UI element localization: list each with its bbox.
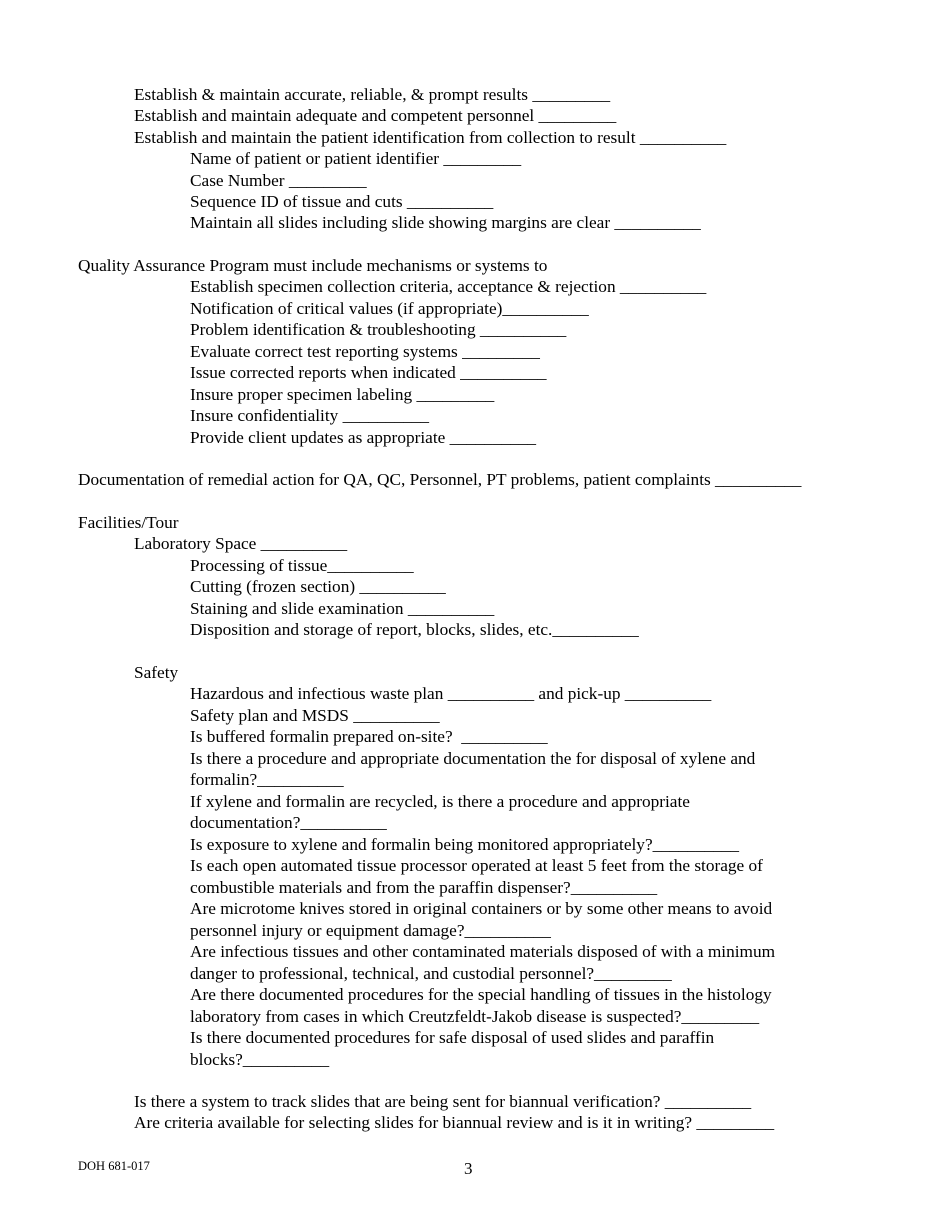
checklist-line-remedial-action: Documentation of remedial action for QA, QC, Personnel, PT problems, patient complaints __________	[78, 470, 802, 489]
checklist-line: If xylene and formalin are recycled, is there a procedure and appropriate	[190, 792, 690, 811]
checklist-line: Case Number _________	[190, 171, 367, 190]
checklist-line: Establish & maintain accurate, reliable, & prompt results _________	[134, 85, 611, 104]
checklist-line: Safety plan and MSDS __________	[190, 706, 440, 725]
checklist-line: danger to professional, technical, and custodial personnel?_________	[190, 964, 672, 983]
checklist-line: Is each open automated tissue processor operated at least 5 feet from the storage of	[190, 856, 763, 875]
section-heading-facilities-tour: Facilities/Tour	[78, 513, 179, 532]
checklist-line: Are criteria available for selecting slides for biannual review and is it in writing? _________	[134, 1113, 775, 1132]
checklist-line: blocks?__________	[190, 1050, 330, 1069]
checklist-line: Establish and maintain the patient identification from collection to result __________	[134, 128, 727, 147]
checklist-line: documentation?__________	[190, 813, 387, 832]
checklist-line: Problem identification & troubleshooting __________	[190, 320, 567, 339]
checklist-line: laboratory from cases in which Creutzfeldt-Jakob disease is suspected?_________	[190, 1007, 760, 1026]
checklist-line: Is buffered formalin prepared on-site? __________	[190, 727, 548, 746]
checklist-line: Are microtome knives stored in original containers or by some other means to avoid	[190, 899, 773, 918]
checklist-line: Issue corrected reports when indicated __________	[190, 363, 547, 382]
checklist-line: Maintain all slides including slide showing margins are clear __________	[190, 213, 701, 232]
checklist-line: Disposition and storage of report, blocks, slides, etc.__________	[190, 620, 639, 639]
checklist-line: Notification of critical values (if appropriate)__________	[190, 299, 589, 318]
checklist-line: Provide client updates as appropriate __________	[190, 428, 537, 447]
checklist-line: Establish specimen collection criteria, acceptance & rejection __________	[190, 277, 707, 296]
checklist-line: combustible materials and from the paraffin dispenser?__________	[190, 878, 658, 897]
checklist-line: Are there documented procedures for the special handling of tissues in the histology	[190, 985, 772, 1004]
form-id: DOH 681-017	[78, 1159, 150, 1173]
checklist-line: Is there a procedure and appropriate documentation the for disposal of xylene and	[190, 749, 756, 768]
subsection-heading-safety: Safety	[134, 663, 179, 682]
checklist-line: Sequence ID of tissue and cuts __________	[190, 192, 494, 211]
checklist-line: Is there a system to track slides that are being sent for biannual verification? __________	[134, 1092, 752, 1111]
checklist-line: personnel injury or equipment damage?__________	[190, 921, 551, 940]
checklist-line: Name of patient or patient identifier _________	[190, 149, 522, 168]
checklist-line: Is exposure to xylene and formalin being monitored appropriately?__________	[190, 835, 740, 854]
checklist-line: Evaluate correct test reporting systems _________	[190, 342, 540, 361]
checklist-line: Insure proper specimen labeling _________	[190, 385, 495, 404]
checklist-line: Hazardous and infectious waste plan __________ and pick-up __________	[190, 684, 712, 703]
checklist-line: Processing of tissue__________	[190, 556, 414, 575]
checklist-line: formalin?__________	[190, 770, 344, 789]
subsection-heading-laboratory-space: Laboratory Space __________	[134, 534, 348, 553]
section-heading-qa-program: Quality Assurance Program must include mechanisms or systems to	[78, 256, 548, 275]
page-number: 3	[464, 1159, 473, 1178]
checklist-line: Staining and slide examination __________	[190, 599, 495, 618]
checklist-line: Establish and maintain adequate and competent personnel _________	[134, 106, 617, 125]
checklist-line: Insure confidentiality __________	[190, 406, 430, 425]
checklist-line: Are infectious tissues and other contaminated materials disposed of with a minimum	[190, 942, 776, 961]
checklist-line: Cutting (frozen section) __________	[190, 577, 446, 596]
checklist-line: Is there documented procedures for safe disposal of used slides and paraffin	[190, 1028, 715, 1047]
